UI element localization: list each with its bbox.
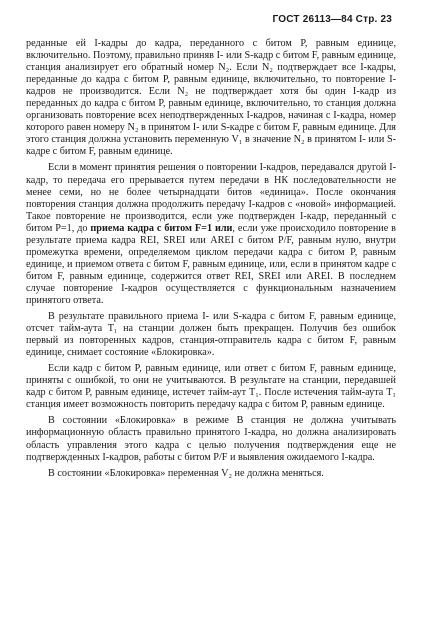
paragraph-6: В состоянии «Блокировка» переменная V₂ не должна меняться. [48, 467, 324, 479]
paragraph-1: реданные ей I-кадры до кадра, переданного с битом P, равным единице, включительно. Поэтому, правильно приняв I- или S-кадр с битом F, равным единице, станция анализирует его обратный номер N₂. Если N₂ подтверждает все I-кадры, переданные до кадра с битом P, равным единице, включительно, то повторение I-кадров не производится. Если N₂ не подтверждает хотя бы один I-кадр из переданных до кадра с битом P, равным единице, включительно, то станция должна организовать повторение всех неподтвержденных I-кадров, начиная с I-кадра, номер которого равен номеру N₂ в принятом I- или S-кадре с битом F, равным единице. Для этого станция должна установить переменную V₁ в значение N₂ в принятом I- или S-кадре с битом F, равным единице. [26, 38, 396, 158]
paragraph-2 [26, 162, 396, 307]
paragraph-4: Если кадр с битом P, равным единице, или ответ с битом F, равным единице, приняты с ошибкой, то они не учитываются. В результате на станции, передавшей кадр с битом P, равным единице, истечет тайм-аут T₁. После истечения тайм-аута T₁ станция имеет возможность повторить передачу кадра с битом P, равным единице. [26, 363, 396, 411]
paragraph-3: В результате правильного приема I- или S-кадра с битом F, равным единице, отсчет тайм-аута T₁ на станции должен быть прекращен. Получив без ошибок первый из повторенных кадров, станция-отправитель кадра с битом F, равным единице, снимает состояние «Блокировка». [26, 311, 396, 359]
paragraph-2-start: Если в момент принятия решения о повторении I-кадров, передавался другой I-кадр, то передача его прерывается путем передачи в НК последовательности не менее семи, но не более четырнадцати битов «единица». После окончания повторения станция должна продолжить передачу I-кадров с «новой» информацией. Такое повторение не производится, если уже подтвержден I-кадр, переданный с битом P=1, до [26, 162, 396, 234]
paragraph-2-bold: приема кадра с битом F=1 или [87, 222, 233, 234]
paragraph-5: В состоянии «Блокировка» в режиме В станция не должна учитывать информационную область правильно принятого I-кадра, но должна анализировать область управления этого кадра с целью получения подтверждения еще не подтвержденных I-кадров, работы с битом P/F и выявления ожидаемого I-кадра. [26, 415, 396, 463]
page-header: ГОСТ 26113—84 Стр. 23 [272, 14, 392, 25]
paragraph-2-end: , если уже происходило повторение в результате приема кадра REI, SREI или AREI с битом P/F, равным нулю, внутри промежутка времени, определяемом циклом передачи кадра с битом P, равным единице, и приемом ответа с битом F, равным единице, или, если в принятом кадре с битом F, равным единице, содержится ответ REI, SREI или AREI. В последнем случае повторение I-кадров осуществляется с функциональным назначением принятого ответа. [26, 222, 396, 306]
document-body [26, 38, 396, 484]
